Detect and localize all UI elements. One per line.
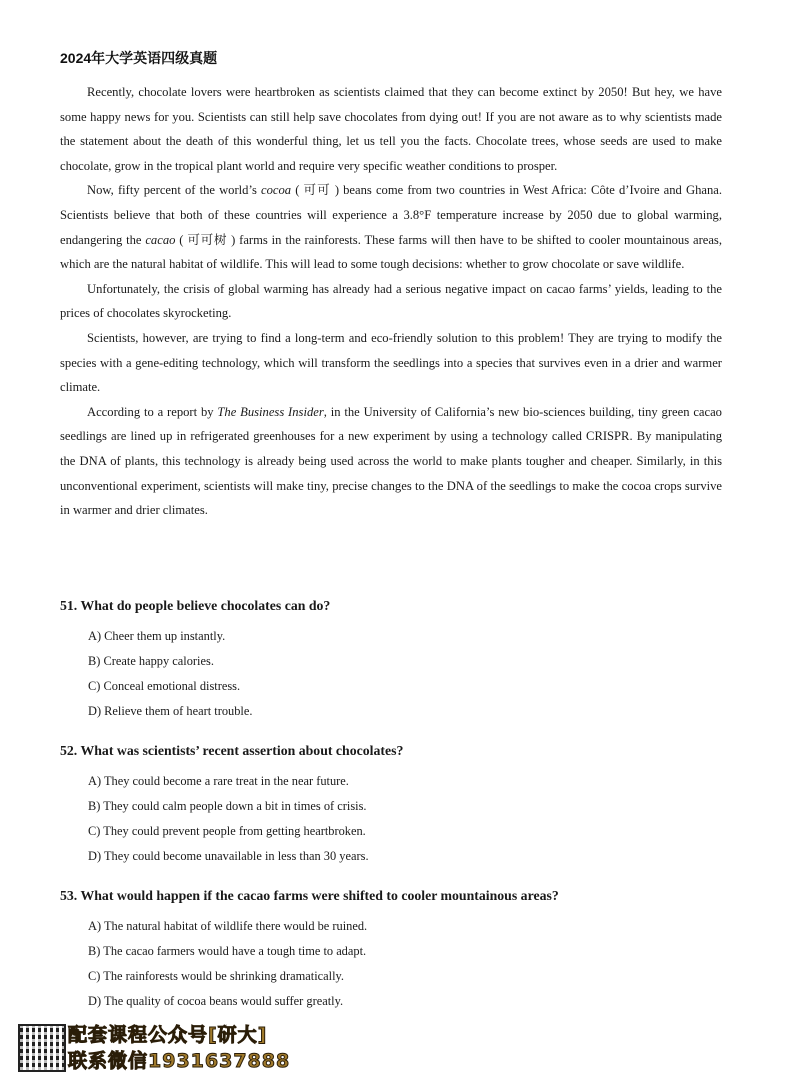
p2-text-e: ( 可可树 ) farms in the rainforests. These farms will then have to be shifted to cooler mountainous areas, which are the natural habitat of wildlife. This will lead to some tough decisions: whether to grow chocolate or save wildlife. <box>60 232 722 272</box>
option-a[interactable]: A) Cheer them up instantly. <box>88 629 226 643</box>
source-title: The Business Insider <box>217 404 324 419</box>
p2-text-a: Now, fifty percent of the world’s <box>87 183 261 198</box>
p2-text-c: ( 可可 ) beans come from two countries in West Africa: Côte d’Ivoire and Ghana. Scientists believe that both of these countries will experience a 3.8°F temperature increase by 2050 due to global warming, endangering the <box>60 183 722 247</box>
page-header: 2024年大学英语四级真题 <box>60 50 218 66</box>
option-b[interactable]: B) They could calm people down a bit in times of crisis. <box>88 799 367 813</box>
option-a[interactable]: A) The natural habitat of wildlife there would be ruined. <box>88 919 368 933</box>
question-52 <box>60 743 760 869</box>
option-b[interactable]: B) Create happy calories. <box>88 654 214 668</box>
question-title: 52. What was scientists’ recent assertion about chocolates? <box>60 743 404 758</box>
term-cocoa: cocoa <box>261 183 292 198</box>
qr-code-icon <box>18 1024 66 1072</box>
option-d[interactable]: D) They could become unavailable in less than 30 years. <box>88 849 369 863</box>
option-c[interactable]: C) They could prevent people from getting heartbroken. <box>88 824 366 838</box>
passage-paragraph-5 <box>60 400 722 523</box>
option-d[interactable]: D) Relieve them of heart trouble. <box>88 704 253 718</box>
question-53 <box>60 888 760 1014</box>
p5-text-c: , in the University of California’s new bio-sciences building, tiny green cacao seedlings are lined up in refrigerated greenhouses for a new experiment by using a technology called CRISPR. By manipulating the DNA of plants, this technology is already being used across the world to make plants tougher and cheaper. Similarly, in this unconventional experiment, scientists will make tiny, precise changes to the DNA of the seedlings to make the cocoa crops survive in warmer and drier climates. <box>60 404 722 518</box>
option-c[interactable]: C) Conceal emotional distress. <box>88 679 241 693</box>
p5-text-a: According to a report by <box>87 404 218 419</box>
promo-footer <box>18 1020 378 1072</box>
question-title: 53. What would happen if the cacao farms were shifted to cooler mountainous areas? <box>60 888 559 903</box>
option-d[interactable]: D) The quality of cocoa beans would suffer greatly. <box>88 994 344 1008</box>
option-b[interactable]: B) The cacao farmers would have a tough time to adapt. <box>88 944 367 958</box>
term-cacao: cacao <box>145 232 176 247</box>
reading-passage <box>60 80 722 523</box>
passage-paragraph-2 <box>60 178 722 276</box>
promo-line-2: 联系微信1931637888 <box>68 1050 291 1072</box>
promo-line-1: 配套课程公众号[研大] <box>68 1024 268 1046</box>
option-c[interactable]: C) The rainforests would be shrinking dramatically. <box>88 969 345 983</box>
question-51 <box>60 598 760 724</box>
passage-paragraph-1: Recently, chocolate lovers were heartbroken as scientists claimed that they can become extinct by 2050! But hey, we have some happy news for you. Scientists can still help save chocolates from dying out! If you are not aware as to why scientists made the statement about the death of this wonderful thing, let us tell you the facts. Chocolate trees, whose seeds are used to make chocolate, grow in the tropical plant world and require very specific weather conditions to prosper. <box>60 85 722 173</box>
option-a[interactable]: A) They could become a rare treat in the near future. <box>88 774 349 788</box>
passage-paragraph-3: Unfortunately, the crisis of global warming has already had a serious negative impact on cacao farms’ yields, leading to the prices of chocolates skyrocketing. <box>60 281 722 321</box>
passage-paragraph-4: Scientists, however, are trying to find a long-term and eco-friendly solution to this problem! They are trying to modify the species with a gene-editing technology, which will transform the seedlings into a species that survives even in a drier and warmer climate. <box>60 330 722 395</box>
question-title: 51. What do people believe chocolates can do? <box>60 598 331 613</box>
